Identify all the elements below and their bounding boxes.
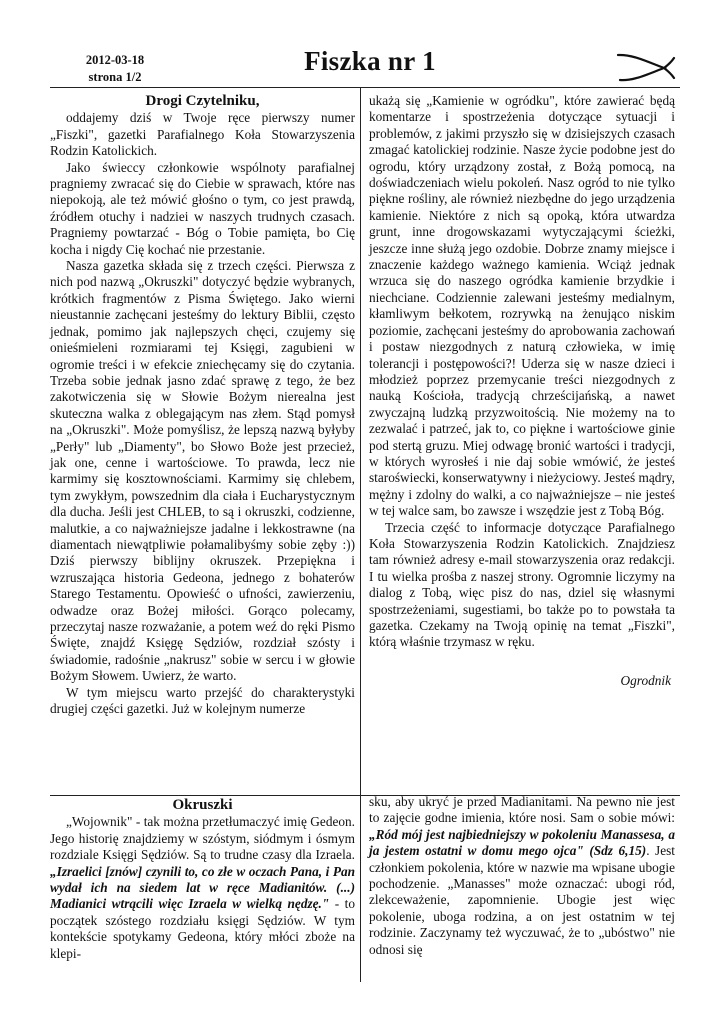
okruszki-text: sku, aby ukryć je przed Madianitami. Na pewno nie jest to zajęcie godne imienia, które nosi. Sam o sobie mówi:	[369, 794, 675, 826]
okruszki-paragraph	[50, 814, 355, 962]
scripture-quote: „Ród mój jest najbiedniejszy w pokoleniu Manassesa, a ja jestem ostatni w domu mego ojca" (Sdz 6,15)	[369, 826, 675, 859]
okruszki-right-column	[369, 794, 675, 958]
issue-date: 2012-03-18	[85, 53, 145, 67]
letter-paragraph: ukażą się „Kamienie w ogródku", które zawierać będą komentarze i spostrzeżenia dotyczące sytuacji i problemów, z jakimi przyszło się w dzisiejszych czasach zmagać katolickiej rodzinie. Nasze życie podobne jest do ogrodu, który urządzony został, z Bożą pomocą, na doświadczeniach wielu pokoleń. Nasz ogród to nie tylko piękne rośliny, ale również niezbędne do jego urządzenia kamienie. Niektóre z nich są opoką, która utwardza grunt, inne drogowskazami wytyczającymi ścieżki, jeszcze inne służą jego ozdobie. Dobrze znamy miejsce i znaczenie każdego ważnego kamienia. Wciąż jednak wrzuca się do naszego ogródka kamienie brzydkie i niechciane. Codziennie zalewani jesteśmy medialnym, kłamliwym bełkotem, rozrywką na żenująco niskim poziomie, zachęcani jesteśmy do aprobowania zachowań i postaw niezgodnych z naturą człowieka, w imię tolerancji i postępowości?! Uderza się w nasze dzieci i młodzież poprzez przemycanie treści niezgodnych z nauką Kościoła, tradycją chrześcijańską, a nawet zwyczajną ludzką przyzwoitością. Nie możemy na to zezwalać i patrzeć, jak to, co piękne i wartościowe ginie pod stertą gruzu. Miej odwagę bronić wartości i tradycji, w których wyrosłeś i nie daj sobie wmówić, że jesteś staroświecki, konserwatywny i nieżyciowy. Jesteś mądry, mężny i zdolny do walki, a co najważniejsze – nie jesteś w tej walce sam, bo zawsze i wszędzie jest z Tobą Bóg.	[369, 93, 675, 519]
letter-signature: Ogrodnik	[620, 672, 671, 688]
letter-paragraph: oddajemy dziś w Twoje ręce pierwszy numer „Fiszki", gazetki Parafialnego Koła Stowarzyszenia Rodzin Katolickich.	[50, 110, 355, 159]
page-number: strona 1/2	[88, 70, 142, 84]
letter-paragraph: W tym miejscu warto przejść do charakterystyki drugiej części gazetki. Już w kolejnym numerze	[50, 684, 355, 717]
letter-paragraph: Nasza gazetka składa się z trzech części. Pierwsza z nich pod nazwą „Okruszki" dotyczyć będzie wybranych, krótkich fragmentów z Pisma Świętego. Jako wierni nieustannie zachęcani jesteśmy do lektury Biblii, często jednak, pomimo jak najlepszych chęci, czujemy się onieśmieleni rozmiarami tej Księgi, zagubieni w ogromie treści i w efekcie zniechęcamy się do czytania. Trzeba sobie jednak jasno zdać sprawę z tego, że bez zakotwiczenia się w Słowie Bożym nierealna jest skuteczna walka z oblegającym nas złem. Stąd pomysł na „Okruszki". Może pomyślisz, że lepszą nazwą byłyby „Perły" lub „Diamenty", bo Słowo Boże jest przecież, jak one, cenne i wartościowe. To prawda, lecz nie karmimy się kosztownościami. Karmimy się chlebem, tym zwykłym, powszednim dla ciała i Eucharystycznym dla ducha. Jeśli jest CHLEB, to są i okruszki, codzienne, malutkie, a co najważniejsze jadalne i lekkostrawne (na diamentach niewątpliwie połamalibyśmy sobie zęby :)) Dziś pierwszy biblijny okruszek. Przepiękna i wzruszająca historia Gedeona, jednego z bohaterów Starego Testamentu. Opowieść o ufności, zawierzeniu, odwadze oraz Bożej miłości. Gorąco polecamy, przeczytaj nasze rozważanie, a potem weź do ręki Pismo Święte, znajdź Księgę Sędziów, rozdział szósty i świadomie, radośnie „nakrusz" sobie w sercu i w głowie Bożym Słowem. Uwierz, że warto.	[50, 258, 355, 684]
column-divider-top	[360, 88, 361, 795]
header-divider	[50, 87, 680, 88]
okruszki-paragraph	[369, 794, 675, 958]
okruszki-text: - to początek szóstego rozdziału księgi Sędziów. W tym kontekście spotykamy Gedeona, który młóci zboże na klepi-	[50, 896, 356, 961]
letter-paragraph: Jako świeccy członkowie wspólnoty parafialnej pragniemy zwracać się do Ciebie w sprawach, które nas niepokoją, ale też mówić głośno o tym, co jest prawdą, źródłem otuchy i nadziei w naszych trudnych czasach. Pragniemy powtarzać - Bóg o Tobie pamięta, bo Cię kocha i nigdy Cię kochać nie przestanie.	[50, 159, 355, 257]
okruszki-text: „Wojownik" - tak można przetłumaczyć imię Gedeon. Jego historię znajdziemy w szóstym, siódmym i ósmym rozdziale Księgi Sędziów. Są to trudne czasy dla Izraela.	[50, 814, 355, 863]
issue-meta	[56, 52, 174, 86]
letter-heading: Drogi Czytelniku,	[145, 93, 260, 109]
letter-right-column	[369, 93, 675, 689]
scripture-quote: „Izraelici [znów] czynili to, co złe w oczach Pana, i Pan wydał ich na siedem lat w ręce Madianitów. (...) Madianici wtrącili więc Izraela w wielką nędzę."	[50, 863, 355, 912]
letter-paragraph: Trzecia część to informacje dotyczące Parafialnego Koła Stowarzyszenia Rodzin Katolickich. Znajdziesz tam również adresy e-mail stowarzyszenia oraz redakcji. I tu wielka prośba z naszej strony. Ogromnie liczymy na dialog z Tobą, więc pisz do nas, dziel się własnymi spostrzeżeniami, sugestiami, bo także po to powstała ta gazetka. Czekamy na Twoją opinię na temat „Fiszki", którą właśnie trzymasz w ręku.	[369, 519, 675, 650]
okruszki-heading: Okruszki	[172, 797, 233, 813]
ichthys-fish-icon	[614, 52, 676, 82]
page-title: Fiszka nr 1	[304, 46, 436, 76]
column-divider-bottom	[360, 796, 361, 982]
letter-left-column	[50, 93, 355, 717]
okruszki-text: . Jest członkiem pokolenia, które w nazwie ma wpisane ubogie pochodzenie. „Manasses" może oznaczać: ubogi ród, zlekceważenie, zapomnienie. Ubogie jest więc pokolenie, uboga rodzina, a on jest ostatnim w tej rodzinie. Zaczynamy też wyczuwać, że to „ubóstwo" nie odnosi się	[369, 843, 675, 957]
okruszki-left-column	[50, 797, 355, 962]
